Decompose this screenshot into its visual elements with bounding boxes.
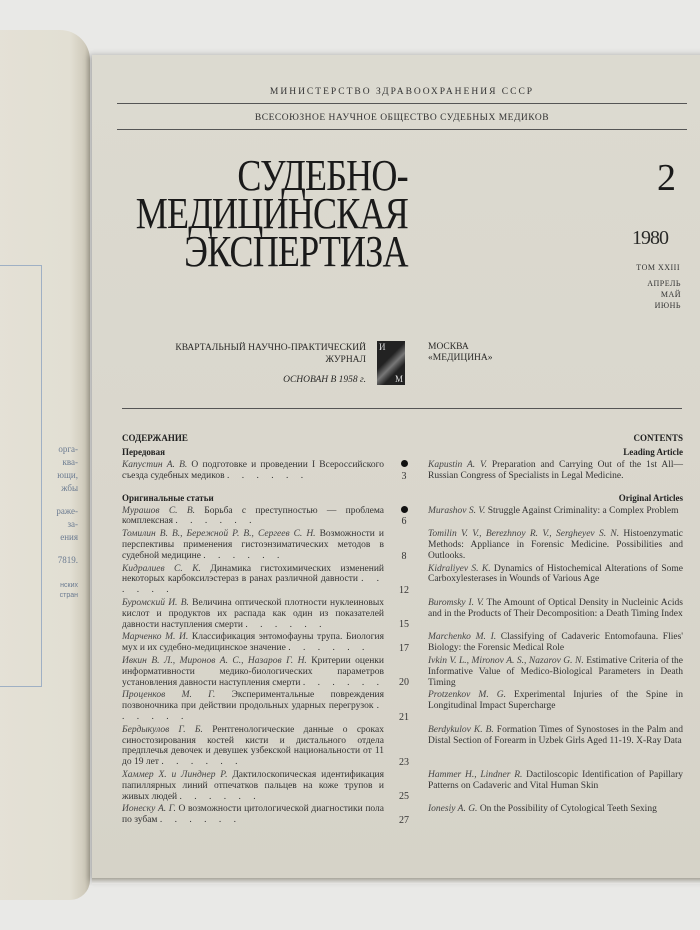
entry-author: Berdykulov K. B. (428, 724, 494, 735)
journal-type-line: КВАРТАЛЬНЫЙ НАУЧНО-ПРАКТИЧЕСКИЙ (175, 343, 366, 353)
entry-author: Проценков М. Г. (122, 690, 216, 701)
toc-entry-ru (122, 690, 384, 722)
toc-heading-en: CONTENTS (633, 433, 683, 443)
entry-author: Хаммер Х. и Линднер Р. (122, 769, 228, 780)
ministry-header: МИНИСТЕРСТВО ЗДРАВООХРАНЕНИЯ СССР (269, 87, 535, 97)
issue-months (647, 278, 681, 311)
page-number: 21 (399, 711, 409, 723)
page-number-cell (384, 506, 424, 528)
page-number: 25 (399, 791, 409, 803)
founded-year: ОСНОВАН В 1958 г. (283, 375, 366, 385)
toc-entry-ru (122, 529, 384, 561)
leader-dots: . . . . . . (226, 470, 309, 481)
publisher-logo (377, 341, 405, 385)
page-number: 8 (401, 550, 407, 562)
journal-title-line-2: МЕДИЦИНСКАЯ (135, 189, 408, 238)
issue-year: 1980 (632, 227, 668, 249)
page-number-cell (384, 804, 424, 826)
entry-author: Marchenko M. I. (428, 632, 497, 643)
leader-dots: . . . . . . (179, 791, 261, 802)
page-number-cell (384, 529, 424, 561)
page-number-cell (384, 598, 424, 630)
page-number: 3 (401, 470, 407, 482)
entry-title: Дактилоскопическая идентификация папиллярных линий отпечатков пальцев на коже трупов и живых людей (122, 769, 384, 802)
left-page (0, 30, 90, 900)
entry-title: Динамика гистохимических изменений некоторых карбоксилэстераз в ранах различной давности (122, 563, 385, 585)
publisher-city: МОСКВА (428, 342, 469, 352)
fragment: ющи, (57, 470, 78, 480)
entry-title: Struggle Against Criminality: a Complex Problem (487, 505, 679, 516)
month: ИЮНЬ (654, 301, 681, 310)
toc-entry-en (424, 460, 683, 482)
table-of-contents (122, 432, 683, 826)
page-shadow (92, 878, 700, 884)
entry-author: Ivkin V. L., Mironov A. S., Nazarov G. N. (428, 655, 584, 666)
page-number-cell (384, 564, 424, 596)
toc-section-ru: Передовая (122, 447, 165, 457)
toc-entry-ru (122, 656, 384, 688)
entry-title: Борьба с преступностью — проблема комплексная (122, 505, 384, 527)
fragment: за- (67, 519, 78, 529)
fragment: жбы (61, 483, 78, 493)
toc-spacer (122, 484, 384, 490)
entry-title: Dynamics of Histochemical Alterations of Some Carboxylesterases in Wounds of Various Age (428, 563, 683, 585)
entry-author: Hammer H., Lindner R. (428, 769, 523, 780)
entry-title: Критерии оценки информативности медико-биологических параметров установления давности наступления смерти (122, 655, 384, 688)
entry-title: Возможности и перспективы применения гистоэнзиматических методов в судебной медицине (122, 529, 384, 561)
entry-author: Kidraliyev S. K. (428, 563, 491, 574)
entry-author: Ивкин В. Л., Миронов А. С., Назаров Г. Н. (122, 655, 307, 666)
toc-entry-ru (122, 632, 384, 654)
entry-title: On the Possibility of Cytological Teeth Sexing (479, 804, 657, 815)
entry-author: Kapustin A. V. (428, 460, 487, 470)
toc-heading-ru: СОДЕРЖАНИЕ (122, 433, 188, 443)
entry-title: Классификация энтомофауны трупа. Биология мух и их судебно-медицинское значение (122, 632, 384, 654)
leader-dots: . . . . . . (203, 550, 285, 561)
page-number: 23 (399, 756, 409, 768)
entry-title: Preparation and Carrying Out of the 1st All—Russian Congress of Specialists in Legal Medicine. (428, 460, 684, 481)
entry-author: Мурашов С. В. (122, 505, 195, 516)
fragment: ения (60, 532, 78, 542)
page-number: 27 (399, 814, 409, 826)
page-number-cell (384, 725, 424, 768)
journal-type (175, 342, 366, 366)
toc-entry-ru (122, 506, 384, 528)
toc-entry-en (424, 690, 683, 722)
bullet-icon (401, 460, 408, 467)
entry-title: The Amount of Optical Density in Nucleinic Acids and in the Products of Their Decomposition: a Death Timing Index (428, 597, 683, 619)
entry-title: Рентгенологические данные о сроках синостозирования костей кисти и дистального отдела предплечья девочек и девушек узбекской национальности от 11 до 19 лет (122, 724, 384, 768)
society-header: ВСЕСОЮЗНОЕ НАУЧНОЕ ОБЩЕСТВО СУДЕБНЫХ МЕДИКОВ (254, 113, 550, 123)
left-page-text (56, 443, 78, 601)
entry-author: Protzenkov M. G. (428, 690, 506, 701)
toc-entry-en (424, 725, 683, 768)
toc-spacer (384, 446, 424, 458)
entry-author: Буромский И. В. (122, 597, 189, 608)
fragment: ква- (62, 457, 78, 467)
toc-entry-en (424, 506, 683, 528)
entry-title: Величина оптической плотности нуклеиновых кислот и продуктов их распада как один из показателей давности наступления смерти (122, 597, 385, 630)
page-number-cell (384, 690, 424, 722)
entry-title: Histoenzymatic Methods: Appliance in Forensic Medicine. Possibilities and Outlooks. (428, 529, 683, 561)
left-page-frame (0, 265, 42, 687)
month: АПРЕЛЬ (647, 279, 681, 288)
page-number: 17 (399, 642, 409, 654)
toc-entry-ru (122, 804, 384, 826)
entry-author: Бердыкулов Г. Б. (122, 724, 203, 735)
entry-author: Tomilin V. V., Berezhnoy R. V., Sergheyev S. N. (428, 529, 620, 540)
toc-spacer (384, 492, 424, 504)
toc-entry-en (424, 656, 683, 688)
entry-author: Капустин А. В. (122, 460, 188, 470)
entry-author: Ионеску А. Г. (122, 804, 176, 815)
fragment: 7819. (57, 555, 78, 565)
leader-dots: . . . . . . (122, 701, 384, 722)
toc-entry-en (424, 770, 683, 802)
fragment: орга- (58, 444, 78, 454)
volume: ТОМ XXIII (636, 263, 680, 272)
toc-entry-en (424, 529, 683, 561)
toc-entry-en (424, 804, 683, 826)
fragment: стран (59, 592, 78, 599)
page-number: 15 (399, 619, 409, 631)
fragment: раже- (56, 506, 78, 516)
journal-title-line-1: СУДЕБНО- (237, 151, 408, 200)
entry-author: Buromsky I. V. (428, 597, 484, 608)
page-number-cell (384, 656, 424, 688)
leader-dots: . . . . . . (288, 643, 370, 654)
toc-entry-ru (122, 460, 384, 482)
month: МАЙ (660, 290, 681, 299)
page-number-cell (384, 632, 424, 654)
entry-title: О подготовке и проведении I Всероссийского съезда судебных медиков (122, 460, 385, 481)
leader-dots: . . . . . . (122, 574, 385, 596)
entry-author: Murashov S. V. (428, 505, 486, 516)
entry-title: О возможности цитологической диагностики пола по зубам (122, 804, 384, 826)
journal-title-line-3: ЭКСПЕРТИЗА (184, 227, 408, 276)
leader-dots: . . . . . . (159, 815, 241, 826)
page-number-cell (384, 770, 424, 802)
toc-entry-ru (122, 770, 384, 802)
journal-type-line: ЖУРНАЛ (325, 355, 366, 365)
toc-spacer (384, 484, 424, 490)
toc-section-ru: Оригинальные статьи (122, 492, 214, 503)
toc-section-en: Leading Article (623, 447, 683, 457)
entry-title: Estimative Criteria of the Informative Value of Medico-Biological Parameters in Death Timing (428, 655, 683, 688)
page-number: 20 (399, 677, 409, 689)
entry-title: Experimental Injuries of the Spine in Longitudinal Impact Supercharge (428, 690, 683, 712)
toc-entry-en (424, 632, 683, 654)
toc-entry-ru (122, 598, 384, 630)
divider (122, 408, 682, 409)
entry-author: Томилин В. В., Бережной Р. В., Сергеев С. Н. (122, 529, 316, 540)
divider (117, 129, 687, 130)
logo-letter: И (379, 342, 386, 352)
divider (117, 103, 687, 104)
toc-spacer (424, 484, 683, 490)
logo-letter: М (394, 374, 403, 384)
fragment: нских (60, 582, 78, 589)
entry-title: Экспериментальные повреждения позвоночника при действии продольных ударных перегрузок (122, 690, 385, 712)
entry-title: Classifying of Cadaveric Entomofauna. Flies' Biology: the Forensic Medical Role (428, 632, 683, 654)
issue-number: 2 (657, 157, 676, 199)
leader-dots: . . . . . . (302, 677, 385, 688)
toc-entry-en (424, 598, 683, 630)
entry-author: Кидралиев С. К. (122, 563, 201, 574)
page-number: 12 (399, 584, 409, 596)
toc-spacer (384, 432, 424, 444)
toc-entry-en (424, 564, 683, 596)
leader-dots: . . . . . . (161, 757, 243, 768)
toc-entry-ru (122, 564, 384, 596)
entry-title: Dactiloscopic Identification of Papillary Patterns on Cadaveric and Vital Human Skin (428, 769, 683, 791)
publisher-name: «МЕДИЦИНА» (428, 353, 493, 363)
toc-entry-ru (122, 725, 384, 768)
page-number: 6 (401, 516, 407, 528)
publisher (428, 342, 493, 364)
page-number-cell (384, 460, 424, 482)
toc-section-en: Original Articles (618, 492, 683, 503)
entry-author: Марченко М. И. (122, 632, 189, 643)
entry-title: Formation Times of Synostoses in the Palm and Distal Section of Forearm in Uzbek Girls Aged 11-19. X-Ray Data (428, 724, 683, 746)
entry-author: Ionesiy A. G. (428, 804, 478, 815)
leader-dots: . . . . . . (175, 516, 257, 527)
leader-dots: . . . . . . (245, 619, 327, 630)
bullet-icon (401, 506, 408, 513)
